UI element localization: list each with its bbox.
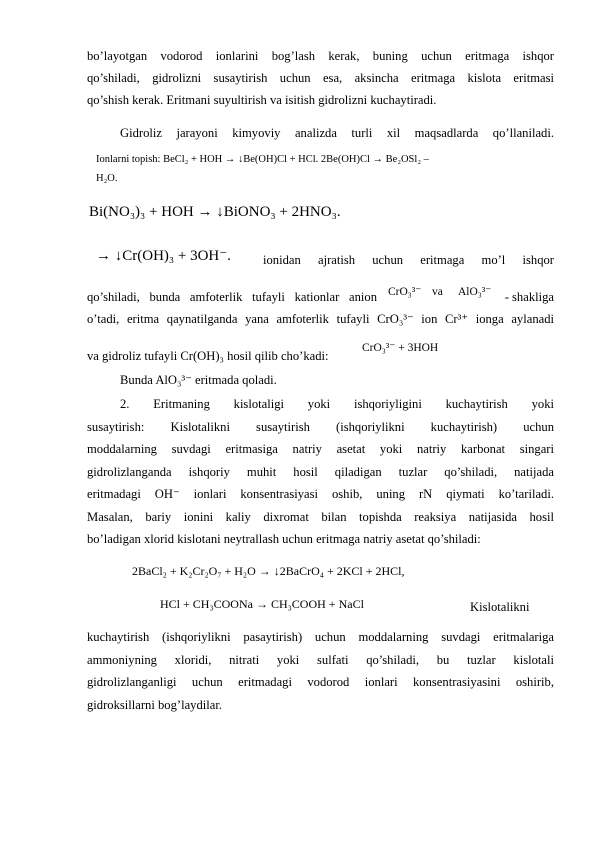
text-line: bo’layotgan vodorod ionlarini bog’lash kerak, buning uchun eritmaga ishqor [87, 49, 554, 63]
text-line: Gidroliz jarayoni kimyoviy analizda turli xil maqsadlarda qo’llaniladi. [120, 126, 554, 140]
text-line: kuchaytirish (ishqoriylikni pasaytirish) uchun moddalarning suvdagi eritmalariga [87, 630, 554, 644]
text-line: - shakliga [504, 290, 554, 304]
equation-chromium-hydroxide: → ↓Cr(OH)₃ + 3OH⁻. [96, 248, 231, 264]
text-line: qo’shiladi, gidrolizni susaytirish uchun esa, aksincha eritmaga kislota eritmasi [87, 71, 554, 85]
ion-aluminate: AlO₃³⁻ [458, 286, 492, 298]
text-line: o’tadi, eritma qaynatilganda yana amfoterlik tufayli CrO₃³⁻ ion Cr³⁺ ionga aylanadi [87, 312, 554, 326]
text-line: eritmadagi OH⁻ ionlari konsentrasiyasi oshib, uning rN qiymati ko’tariladi. [87, 487, 554, 501]
text-line: Kislotalikni [470, 600, 530, 614]
text-line: Bunda AlO₃³⁻ eritmada qoladi. [120, 373, 277, 387]
text-line: ammoniyning xloridi, nitrati yoki sulfati qo’shiladi, bu tuzlar kislotali [87, 653, 554, 667]
text-line: qo’shish kerak. Eritmani suyultirish va isitish gidrolizni kuchaytiradi. [87, 93, 437, 107]
text-line: gidrolizlanganda ishqoriy muhit hosil qiladigan tuzlar qo’shiladi, natijada [87, 465, 554, 479]
equation-beryllium-cont: H₂O. [96, 173, 118, 184]
text-line: va gidroliz tufayli Cr(OH)₃ hosil qilib cho’kadi: [87, 349, 329, 363]
text-line: gidrolizlanganligi uchun eritmadagi vodorod ionlari konsentrasiyasini oshirib, [87, 675, 554, 689]
text-line: Masalan, bariy ionini kaliy dixromat bilan topishda reaksiya natijasida hosil [87, 510, 554, 524]
ion-connector: va [432, 286, 443, 298]
text-line: 2. Eritmaning kislotaligi yoki ishqoriyligini kuchaytirish yoki [120, 397, 554, 411]
equation-barium-chromate: 2BaCl₂ + K₂Cr₂O₇ + H₂O → ↓2BaCrO₄ + 2KCl + 2HCl, [132, 564, 405, 578]
text-line: qo’shiladi, bunda amfoterlik tufayli kationlar anion [87, 290, 377, 304]
text-line: moddalarning suvdagi eritmasiga natriy asetat yoki natriy karbonat singari [87, 442, 554, 456]
text-line: susaytirish: Kislotalikni susaytirish (ishqoriylikni kuchaytirish) uchun [87, 420, 554, 434]
equation-bismuth: Bi(NO₃)₃ + HOH → ↓BiONO₃ + 2HNO₃. [89, 204, 341, 220]
equation-beryllium: Ionlarni topish: BeCl₂ + HOH → ↓Be(OH)Cl + HCl. 2Be(OH)Cl → Be₂OSl₂ – [96, 154, 429, 165]
equation-sodium-acetate: HCl + CH₃COONa → CH₃COOH + NaCl [160, 597, 364, 611]
equation-chromite-hydrolysis: CrO₃³⁻ + 3HOH [362, 342, 439, 354]
text-line: ionidan ajratish uchun eritmaga mo’l ishqor [263, 253, 554, 267]
text-line: gidroksillarni bog’laydilar. [87, 698, 223, 712]
text-line: bo’ladigan xlorid kislotani neytrallash uchun eritmaga natriy asetat qo’shiladi: [87, 532, 481, 546]
ion-chromite: CrO₃³⁻ [388, 286, 422, 298]
